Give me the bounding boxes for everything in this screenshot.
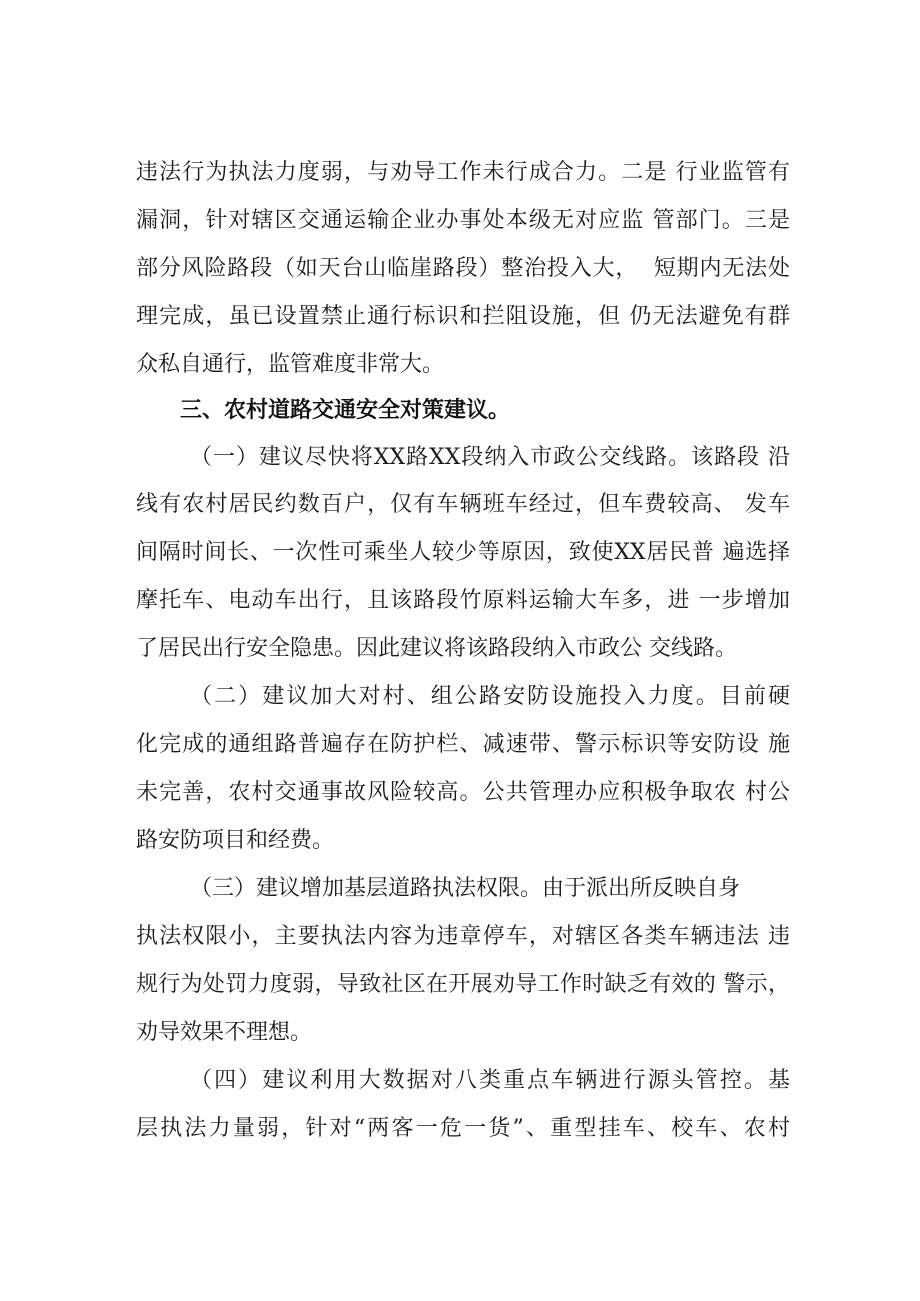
suggestion-line: 线有农村居民约数百户，仅有车辆班车经过，但车费较高、 发车	[136, 492, 790, 517]
paragraph-line: 部分风险路段（如天台山临崖路段）整治投入大， 短期内无法处	[136, 256, 790, 281]
paragraph-line: 理完成，虽已设置禁止通行标识和拦阻设施，但 仍无法避免有群	[136, 304, 790, 329]
paragraph-line: 违法行为执法力度弱，与劝导工作未行成合力。二是 行业监管有	[136, 160, 790, 185]
suggestion-line: 了居民出行安全隐患。因此建议将该路段纳入市政公 交线路。	[136, 636, 737, 661]
suggestion-line: （二）建议加大对村、组公路安防设施投入力度。目前硬	[190, 684, 790, 709]
suggestion-line: 未完善，农村交通事故风险较高。公共管理办应积极争取农 村公	[136, 780, 790, 805]
paragraph-line: 漏洞，针对辖区交通运输企业办事处本级无对应监 管部门。三是	[136, 208, 790, 233]
section-heading: 三、农村道路交通安全对策建议。	[180, 398, 511, 423]
suggestion-line: 化完成的通组路普遍存在防护栏、减速带、警示标识等安防设 施	[136, 732, 790, 757]
suggestion-line: （四）建议利用大数据对八类重点车辆进行源头管控。基	[190, 1068, 790, 1093]
suggestion-line: 间隔时间长、一次性可乘坐人较少等原因，致使XX居民普 遍选择	[136, 540, 790, 565]
suggestion-line: （一）建议尽快将XX路XX段纳入市政公交线路。该路段 沿	[190, 445, 790, 470]
suggestion-line: （三）建议增加基层道路执法权限。由于派出所反映自身	[190, 876, 741, 901]
suggestion-line: 规行为处罚力度弱，导致社区在开展劝导工作时缺乏有效的 警示，	[136, 972, 790, 997]
paragraph-line: 众私自通行，监管难度非常大。	[136, 352, 445, 377]
suggestion-line: 劝导效果不理想。	[136, 1020, 313, 1045]
suggestion-line: 层执法力量弱，针对“两客一危一货”、重型挂车、校车、农村	[136, 1116, 790, 1141]
suggestion-line: 路安防项目和经费。	[136, 828, 335, 853]
suggestion-line: 摩托车、电动车出行，且该路段竹原料运输大车多，进 一步增加	[136, 588, 790, 613]
suggestion-line: 执法权限小，主要执法内容为违章停车，对辖区各类车辆违法 违	[136, 924, 790, 949]
